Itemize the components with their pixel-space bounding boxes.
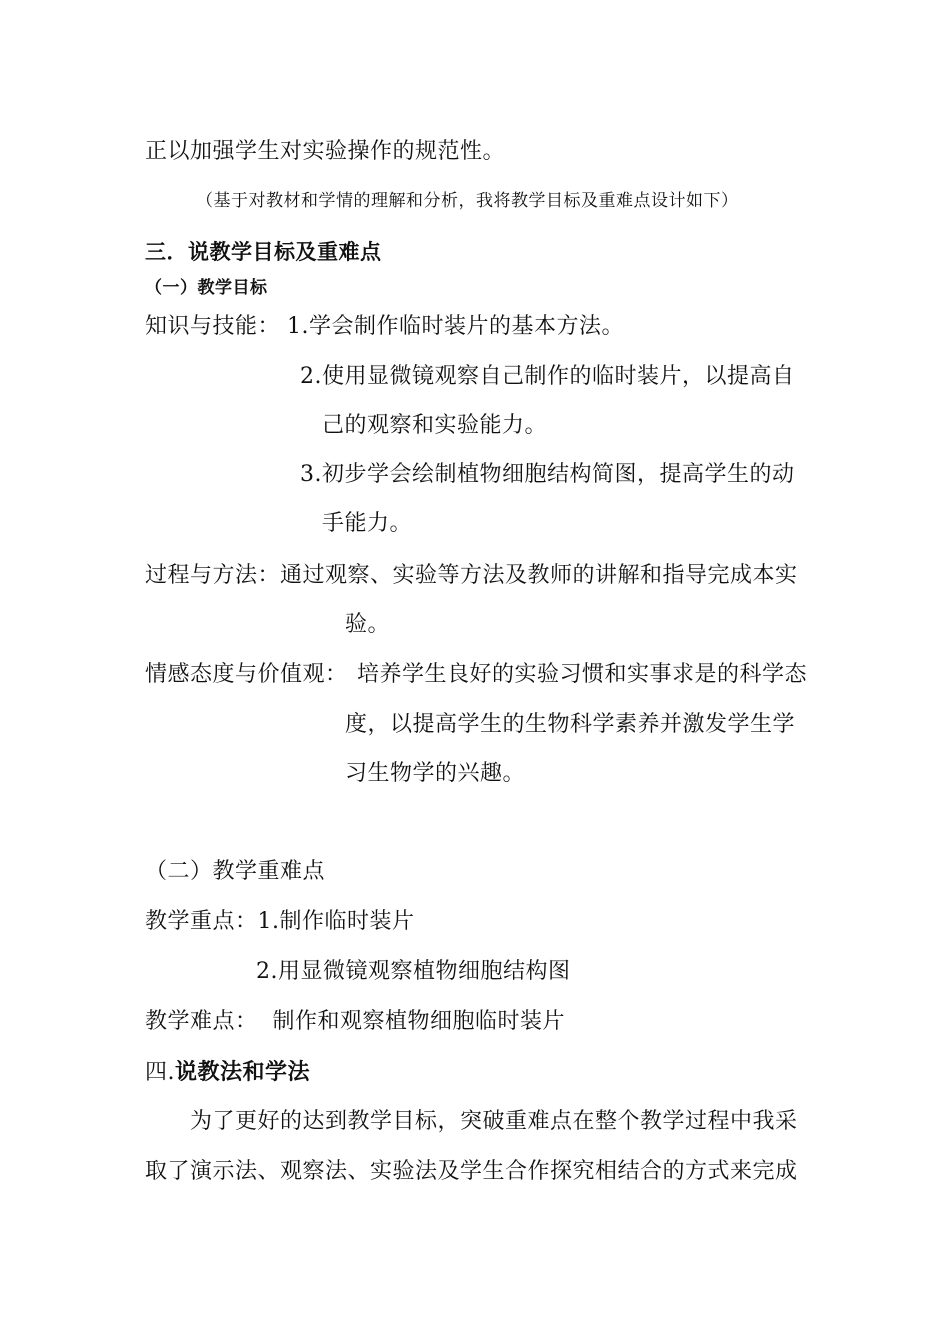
subsection-2-heading: （二）教学重难点 (145, 859, 326, 884)
emotion-goal-line-2: 度，以提高学生的生物科学素养并激发学生学 (345, 712, 796, 737)
knowledge-goal-3-line-1: 3.初步学会绘制植物细胞结构简图，提高学生的动 (300, 462, 795, 487)
methods-paragraph-line-2: 取了演示法、观察法、实验法及学生合作探究相结合的方式来完成 (145, 1159, 798, 1184)
knowledge-goal-3-line-2: 手能力。 (322, 511, 413, 536)
emotion-goal-line-3: 习生物学的兴趣。 (345, 761, 526, 786)
methods-paragraph-line-1: 为了更好的达到教学目标，突破重难点在整个教学过程中我采 (190, 1109, 798, 1134)
continuation-line: 正以加强学生对实验操作的规范性。 (145, 139, 506, 164)
knowledge-goal-2-line-2: 己的观察和实验能力。 (322, 413, 548, 438)
key-points-line-1: 教学重点：1.制作临时装片 (145, 909, 415, 934)
subsection-1-heading: （一）教学目标 (145, 278, 268, 298)
knowledge-goal-1: 1.学会制作临时装片的基本方法。 (287, 314, 624, 339)
knowledge-label: 知识与技能： (145, 314, 281, 339)
process-method-line-1: 过程与方法：通过观察、实验等方法及教师的讲解和指导完成本实 (145, 563, 798, 588)
key-points-line-2: 2.用显微镜观察植物细胞结构图 (256, 959, 571, 984)
design-note: （基于对教材和学情的理解和分析，我将教学目标及重难点设计如下） (196, 191, 739, 211)
process-method-line-2: 验。 (345, 612, 391, 637)
difficulty-line: 教学难点： 制作和观察植物细胞临时装片 (145, 1009, 565, 1034)
section-4-title: 说教法和学法 (175, 1060, 311, 1085)
section-4-number: 四. (145, 1060, 175, 1085)
knowledge-goal-2-line-1: 2.使用显微镜观察自己制作的临时装片，以提高自 (300, 364, 795, 389)
section-4-heading (145, 1058, 310, 1088)
emotion-goal-line-1: 培养学生良好的实验习惯和实事求是的科学态 (357, 662, 808, 687)
section-3-heading: 三．说教学目标及重难点 (145, 240, 382, 264)
emotion-label: 情感态度与价值观： (145, 662, 348, 687)
